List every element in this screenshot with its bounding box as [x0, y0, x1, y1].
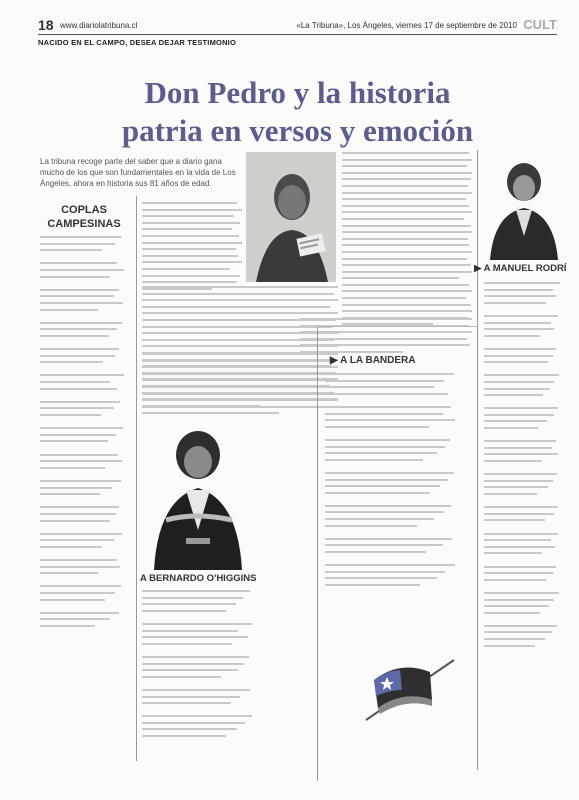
chilean-flag-image	[360, 650, 460, 725]
column-rule	[136, 196, 137, 761]
bandera-caption: ▶ A LA BANDERA	[330, 355, 416, 366]
flag-icon	[360, 650, 460, 725]
ohiggins-image	[146, 420, 246, 570]
site-url: www.diariolatribuna.cl	[60, 21, 138, 30]
portrait-bernardo-ohiggins	[146, 420, 246, 570]
portrait-image	[246, 152, 336, 282]
ohiggins-caption: A BERNARDO O'HIGGINS	[140, 573, 257, 584]
article-body-col2	[342, 152, 472, 330]
article-body-wide-2	[300, 318, 472, 358]
sidebar-text	[40, 236, 128, 632]
page-header	[38, 18, 557, 34]
publication-date: «La Tribuna», Los Ángeles, viernes 17 de septiembre de 2010	[296, 21, 517, 30]
header-rule	[38, 34, 557, 35]
article-title	[38, 74, 557, 150]
box-rule-left	[317, 326, 318, 781]
title-line-1: Don Pedro y la historia	[144, 75, 451, 110]
bandera-arrow-icon: ▶	[330, 355, 338, 366]
title-line-2: patria en versos y emoción	[121, 113, 474, 148]
right-column-rule	[477, 150, 478, 770]
portrait-manuel-rodriguez	[484, 152, 562, 260]
page-number: 18	[38, 17, 54, 33]
article-lead: La tribuna recoge parte del saber que a diario gana mucho de los que son fundamentales en la vida de Los Ángeles, ahora en historia sus 81 años de edad.	[40, 157, 236, 188]
rodriguez-verse	[484, 282, 564, 651]
section-label: CULT	[523, 17, 557, 32]
article-body-col1	[142, 202, 242, 294]
rodriguez-arrow-icon: ▶	[474, 263, 482, 274]
bandera-verse	[325, 373, 465, 591]
rodriguez-caption: ▶ A MANUEL RODRÍ	[474, 263, 567, 274]
box-rule-top	[317, 326, 477, 327]
rodriguez-image	[484, 152, 562, 260]
kicker: NACIDO EN EL CAMPO, DESEA DEJAR TESTIMONIO	[38, 38, 237, 47]
portrait-photo-don-pedro	[246, 152, 336, 282]
ohiggins-verse	[142, 590, 262, 742]
article-body-col-mid	[142, 353, 338, 419]
sidebar-heading: COPLAS CAMPESINAS	[47, 204, 121, 230]
